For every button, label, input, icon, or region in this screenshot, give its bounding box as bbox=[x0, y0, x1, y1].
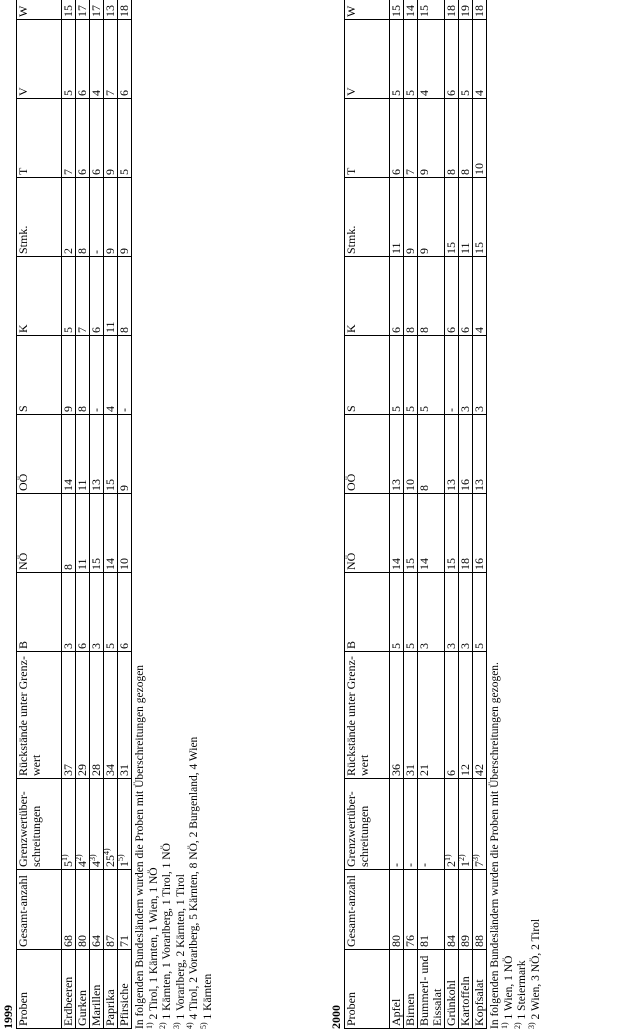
cell-grenzwert bbox=[118, 779, 132, 870]
cell-w: 17 bbox=[90, 0, 104, 20]
cell-b: 5 bbox=[390, 573, 404, 652]
cell-noe: 14 bbox=[104, 494, 118, 573]
year-heading: 2000 bbox=[329, 1005, 343, 1029]
cell-k: 4 bbox=[473, 257, 487, 336]
cell-proben: Kartoffeln bbox=[459, 950, 473, 1029]
residue-table bbox=[344, 0, 487, 1029]
cell-stmk: 11 bbox=[459, 178, 473, 257]
cell-v: 4 bbox=[418, 20, 445, 99]
cell-noe: 15 bbox=[404, 494, 418, 573]
footnote-mark: 1) bbox=[499, 1022, 509, 1029]
cell-value: 25 bbox=[103, 855, 117, 867]
cell-v: 6 bbox=[118, 20, 132, 99]
footnote-ref: 3) bbox=[471, 854, 480, 861]
cell-rueckstaende: 37 bbox=[62, 652, 76, 779]
cell-v: 4 bbox=[473, 20, 487, 99]
column-header-grenzwert: Grenzwertüber-schreitungen bbox=[345, 779, 390, 870]
column-header-w: W bbox=[17, 0, 62, 20]
cell-s: 3 bbox=[473, 336, 487, 415]
cell-ooe: 14 bbox=[62, 415, 76, 494]
cell-k: 8 bbox=[118, 257, 132, 336]
cell-noe: 14 bbox=[390, 494, 404, 573]
column-header-proben: Proben bbox=[17, 950, 62, 1029]
cell-proben: Gurken bbox=[76, 950, 90, 1029]
cell-b: 3 bbox=[90, 573, 104, 652]
cell-rueckstaende: 34 bbox=[104, 652, 118, 779]
cell-t: 9 bbox=[418, 99, 445, 178]
cell-value: 1 bbox=[117, 861, 131, 867]
cell-s: 9 bbox=[62, 336, 76, 415]
cell-proben: Apfel bbox=[390, 950, 404, 1029]
cell-rueckstaende: 36 bbox=[390, 652, 404, 779]
cell-t: 10 bbox=[473, 99, 487, 178]
cell-value: - bbox=[417, 863, 431, 867]
column-header-s: S bbox=[345, 336, 390, 415]
table-row bbox=[90, 0, 104, 1029]
footnote bbox=[513, 0, 530, 1029]
cell-ooe: 16 bbox=[459, 415, 473, 494]
footnote-text: 1 Vorarlberg, 2 Kärnten, 1 Tirol bbox=[174, 874, 187, 1020]
footnote-ref: 2) bbox=[457, 854, 466, 861]
footnote bbox=[144, 0, 162, 1029]
cell-rueckstaende: 42 bbox=[473, 652, 487, 779]
footnote bbox=[499, 0, 517, 1029]
cell-ooe: 13 bbox=[90, 415, 104, 494]
cell-t: 6 bbox=[390, 99, 404, 178]
cell-t: 6 bbox=[76, 99, 90, 178]
cell-stmk: 9 bbox=[104, 178, 118, 257]
column-header-ooe: OÖ bbox=[345, 415, 390, 494]
cell-s: - bbox=[118, 336, 132, 415]
table-row bbox=[390, 0, 404, 1029]
cell-proben: Birnen bbox=[404, 950, 418, 1029]
cell-s: 5 bbox=[404, 336, 418, 415]
cell-noe: 11 bbox=[76, 494, 90, 573]
cell-value: - bbox=[389, 863, 403, 867]
cell-t: 8 bbox=[445, 99, 459, 178]
cell-gesamtanzahl: 80 bbox=[76, 870, 90, 950]
cell-w: 18 bbox=[473, 0, 487, 20]
cell-k: 8 bbox=[418, 257, 445, 336]
column-header-gesamtanzahl: Gesamt-anzahl bbox=[17, 870, 62, 950]
cell-gesamtanzahl: 64 bbox=[90, 870, 104, 950]
cell-v: 5 bbox=[404, 20, 418, 99]
cell-rueckstaende: 12 bbox=[459, 652, 473, 779]
cell-rueckstaende: 6 bbox=[445, 652, 459, 779]
cell-t: 6 bbox=[90, 99, 104, 178]
footnotes bbox=[134, 0, 215, 1029]
column-header-w: W bbox=[345, 0, 390, 20]
column-header-b: B bbox=[345, 573, 390, 652]
header-row bbox=[345, 0, 390, 1029]
cell-b: 6 bbox=[118, 573, 132, 652]
cell-ooe: 11 bbox=[76, 415, 90, 494]
residue-table bbox=[16, 0, 132, 1029]
footnote bbox=[185, 0, 202, 1029]
cell-ooe: 15 bbox=[104, 415, 118, 494]
table-row bbox=[404, 0, 418, 1029]
cell-noe: 15 bbox=[90, 494, 104, 573]
cell-proben: Erdbeeren bbox=[62, 950, 76, 1029]
cell-noe: 10 bbox=[118, 494, 132, 573]
cell-b: 5 bbox=[473, 573, 487, 652]
footnote bbox=[171, 0, 189, 1029]
cell-stmk: 8 bbox=[76, 178, 90, 257]
cell-ooe: 13 bbox=[390, 415, 404, 494]
cell-t: 7 bbox=[62, 99, 76, 178]
column-header-grenzwert: Grenzwertüber-schreitungen bbox=[17, 779, 62, 870]
table-body bbox=[62, 0, 132, 1029]
cell-stmk: 15 bbox=[445, 178, 459, 257]
cell-v: 5 bbox=[62, 20, 76, 99]
cell-ooe: 10 bbox=[404, 415, 418, 494]
cell-v: 6 bbox=[76, 20, 90, 99]
cell-k: 6 bbox=[459, 257, 473, 336]
section-2000 bbox=[330, 0, 543, 1029]
cell-v: 5 bbox=[459, 20, 473, 99]
cell-rueckstaende: 29 bbox=[76, 652, 90, 779]
cell-w: 15 bbox=[62, 0, 76, 20]
table-row bbox=[473, 0, 487, 1029]
year-heading: 1999 bbox=[1, 1005, 15, 1029]
table-row bbox=[62, 0, 76, 1029]
table-body bbox=[390, 0, 487, 1029]
cell-stmk: 15 bbox=[473, 178, 487, 257]
footnote-list bbox=[499, 0, 544, 1029]
footnote-mark: 2) bbox=[158, 1022, 168, 1029]
cell-ooe: 13 bbox=[445, 415, 459, 494]
column-header-v: V bbox=[17, 20, 62, 99]
cell-s: - bbox=[90, 336, 104, 415]
cell-b: 3 bbox=[459, 573, 473, 652]
footnote-intro: In folgenden Bundesländern wurden die Proben mit Überschreitungen gezogen bbox=[134, 664, 146, 1029]
cell-v: 6 bbox=[445, 20, 459, 99]
table-row bbox=[418, 0, 445, 1029]
cell-proben: Pfirsiche bbox=[118, 950, 132, 1029]
cell-v: 4 bbox=[90, 20, 104, 99]
footnote-text: 1 Kärnten bbox=[201, 973, 214, 1020]
cell-k: 11 bbox=[104, 257, 118, 336]
footnote-intro: In folgenden Bundesländern wurden die Proben mit Überschreitungen gezogen. bbox=[489, 662, 501, 1029]
column-header-k: K bbox=[17, 257, 62, 336]
footnote-mark: 2) bbox=[513, 1022, 523, 1029]
cell-gesamtanzahl: 89 bbox=[459, 870, 473, 950]
footnote bbox=[198, 0, 216, 1029]
cell-value: 5 bbox=[61, 861, 75, 867]
cell-rueckstaende: 31 bbox=[118, 652, 132, 779]
header-row bbox=[17, 0, 62, 1029]
cell-s: 5 bbox=[418, 336, 445, 415]
cell-proben: Paprika bbox=[104, 950, 118, 1029]
column-header-stmk: Stmk. bbox=[17, 178, 62, 257]
cell-value: 2 bbox=[444, 861, 458, 867]
footnote bbox=[526, 0, 544, 1029]
column-header-t: T bbox=[345, 99, 390, 178]
cell-w: 18 bbox=[118, 0, 132, 20]
cell-ooe: 9 bbox=[118, 415, 132, 494]
footnote-mark: 4) bbox=[185, 1022, 195, 1029]
cell-noe: 14 bbox=[418, 494, 445, 573]
cell-proben: Kopfsalat bbox=[473, 950, 487, 1029]
cell-k: 6 bbox=[390, 257, 404, 336]
cell-value: 7 bbox=[472, 861, 486, 867]
cell-value: 1 bbox=[458, 861, 472, 867]
table-row bbox=[104, 0, 118, 1029]
cell-s: 5 bbox=[390, 336, 404, 415]
cell-b: 5 bbox=[404, 573, 418, 652]
footnote-ref: 1) bbox=[443, 854, 452, 861]
cell-s: 3 bbox=[459, 336, 473, 415]
cell-value: 4 bbox=[75, 861, 89, 867]
cell-value: 4 bbox=[89, 861, 103, 867]
cell-stmk: 9 bbox=[404, 178, 418, 257]
cell-k: 6 bbox=[445, 257, 459, 336]
cell-gesamtanzahl: 80 bbox=[390, 870, 404, 950]
cell-s: - bbox=[445, 336, 459, 415]
cell-gesamtanzahl: 71 bbox=[118, 870, 132, 950]
cell-w: 19 bbox=[459, 0, 473, 20]
cell-b: 3 bbox=[418, 573, 445, 652]
column-header-k: K bbox=[345, 257, 390, 336]
cell-b: 3 bbox=[445, 573, 459, 652]
cell-grenzwert bbox=[418, 779, 445, 870]
footnote-text: 1 Kärnten, 1 Vorarlberg, 1 Tirol, 1 NÖ bbox=[161, 843, 173, 1020]
cell-gesamtanzahl: 76 bbox=[404, 870, 418, 950]
footnote-mark: 3) bbox=[526, 1022, 536, 1029]
column-header-proben: Proben bbox=[345, 950, 390, 1029]
section-1999 bbox=[2, 0, 215, 1029]
footnote-list bbox=[144, 0, 216, 1029]
footnote-ref: 3) bbox=[88, 854, 97, 861]
cell-b: 6 bbox=[76, 573, 90, 652]
table-row bbox=[459, 0, 473, 1029]
cell-t: 5 bbox=[118, 99, 132, 178]
cell-k: 8 bbox=[404, 257, 418, 336]
footnote-ref: 1) bbox=[60, 854, 69, 861]
cell-k: 5 bbox=[62, 257, 76, 336]
footnote-ref: 5) bbox=[116, 854, 125, 861]
column-header-noe: NÖ bbox=[17, 494, 62, 573]
column-header-gesamtanzahl: Gesamt-anzahl bbox=[345, 870, 390, 950]
cell-gesamtanzahl: 87 bbox=[104, 870, 118, 950]
cell-grenzwert bbox=[404, 779, 418, 870]
cell-w: 15 bbox=[418, 0, 445, 20]
cell-noe: 18 bbox=[459, 494, 473, 573]
footnote-mark: 1) bbox=[144, 1022, 154, 1029]
cell-ooe: 8 bbox=[418, 415, 445, 494]
cell-k: 6 bbox=[90, 257, 104, 336]
cell-stmk: 9 bbox=[118, 178, 132, 257]
cell-noe: 15 bbox=[445, 494, 459, 573]
cell-rueckstaende: 21 bbox=[418, 652, 445, 779]
cell-w: 15 bbox=[390, 0, 404, 20]
cell-grenzwert bbox=[390, 779, 404, 870]
footnote-ref: 2) bbox=[74, 854, 83, 861]
cell-v: 7 bbox=[104, 20, 118, 99]
cell-stmk: 11 bbox=[390, 178, 404, 257]
cell-w: 13 bbox=[104, 0, 118, 20]
cell-gesamtanzahl: 88 bbox=[473, 870, 487, 950]
footnote-mark: 5) bbox=[198, 1022, 208, 1029]
cell-t: 7 bbox=[404, 99, 418, 178]
column-header-s: S bbox=[17, 336, 62, 415]
cell-gesamtanzahl: 84 bbox=[445, 870, 459, 950]
cell-stmk: - bbox=[90, 178, 104, 257]
cell-rueckstaende: 28 bbox=[90, 652, 104, 779]
cell-t: 8 bbox=[459, 99, 473, 178]
footnote-text: 1 Wien, 1 NÖ bbox=[502, 955, 515, 1020]
column-header-ooe: OÖ bbox=[17, 415, 62, 494]
cell-stmk: 2 bbox=[62, 178, 76, 257]
footnote bbox=[158, 0, 175, 1029]
column-header-rueckstaende: Rückstände unter Grenz-wert bbox=[345, 652, 390, 779]
table-row bbox=[76, 0, 90, 1029]
cell-b: 5 bbox=[104, 573, 118, 652]
cell-rueckstaende: 31 bbox=[404, 652, 418, 779]
cell-noe: 8 bbox=[62, 494, 76, 573]
cell-proben: Bummerl- und Eissalat bbox=[418, 950, 445, 1029]
cell-w: 17 bbox=[76, 0, 90, 20]
footnote-text: 1 Steiermark bbox=[516, 960, 528, 1020]
footnotes bbox=[489, 0, 543, 1029]
column-header-rueckstaende: Rückstände unter Grenz-wert bbox=[17, 652, 62, 779]
table-row bbox=[118, 0, 132, 1029]
cell-w: 18 bbox=[445, 0, 459, 20]
cell-w: 14 bbox=[404, 0, 418, 20]
cell-value: - bbox=[403, 863, 417, 867]
cell-gesamtanzahl: 68 bbox=[62, 870, 76, 950]
cell-proben: Grünkohl bbox=[445, 950, 459, 1029]
column-header-noe: NÖ bbox=[345, 494, 390, 573]
column-header-stmk: Stmk. bbox=[345, 178, 390, 257]
cell-b: 3 bbox=[62, 573, 76, 652]
cell-gesamtanzahl: 81 bbox=[418, 870, 445, 950]
column-header-v: V bbox=[345, 20, 390, 99]
cell-ooe: 13 bbox=[473, 415, 487, 494]
footnote-text: 2 Tirol, 1 Kärnten, 1 Wien, 1 NÖ bbox=[147, 867, 160, 1020]
cell-grenzwert bbox=[473, 779, 487, 870]
cell-stmk: 9 bbox=[418, 178, 445, 257]
footnote-text: 2 Wien, 3 NÖ, 2 Tirol bbox=[529, 918, 542, 1020]
cell-k: 7 bbox=[76, 257, 90, 336]
cell-s: 8 bbox=[76, 336, 90, 415]
cell-noe: 16 bbox=[473, 494, 487, 573]
footnote-text: 4 Tirol, 2 Vorarlberg, 5 Kärnten, 8 NÖ, 2 Burgenland, 4 Wien bbox=[188, 736, 200, 1020]
cell-proben: Marillen bbox=[90, 950, 104, 1029]
cell-grenzwert bbox=[90, 779, 104, 870]
footnote-mark: 3) bbox=[171, 1022, 181, 1029]
cell-s: 4 bbox=[104, 336, 118, 415]
cell-v: 5 bbox=[390, 20, 404, 99]
cell-t: 9 bbox=[104, 99, 118, 178]
column-header-b: B bbox=[17, 573, 62, 652]
table-row bbox=[445, 0, 459, 1029]
column-header-t: T bbox=[17, 99, 62, 178]
footnote-ref: 4) bbox=[102, 848, 111, 855]
